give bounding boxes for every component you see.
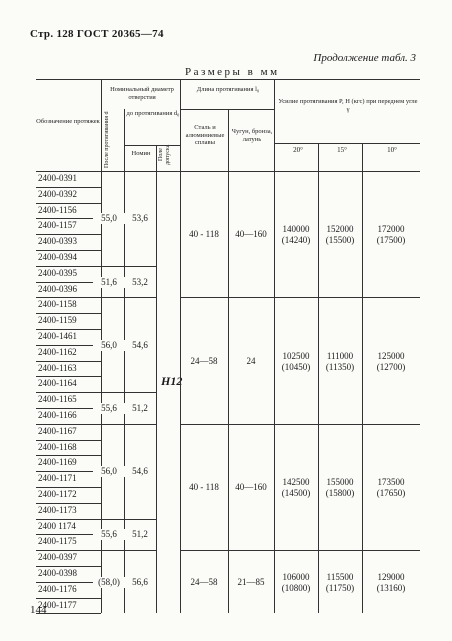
force-kgf-cell: (11750) — [325, 582, 355, 593]
designation-cell: 2400-1166 — [38, 410, 77, 420]
header-angle-20: 20° — [293, 146, 303, 154]
diameter-after-cell: 55,0 — [93, 213, 125, 224]
table-rule — [36, 534, 101, 535]
table-rule — [36, 519, 101, 520]
diameter-after-cell: 55,6 — [93, 403, 125, 414]
table-rule — [36, 250, 101, 251]
table-rule — [36, 79, 420, 80]
table-rule — [36, 503, 101, 504]
table-rule — [156, 145, 157, 613]
table-rule — [36, 376, 101, 377]
length-iron-cell: 24 — [246, 355, 256, 366]
designation-cell: 2400-0397 — [38, 552, 77, 563]
table-rule — [101, 550, 156, 551]
length-steel-cell: 40 - 118 — [189, 229, 219, 240]
designation-cell: 2400-1156 — [38, 204, 77, 215]
force-newton-cell: 125000 — [377, 350, 405, 361]
diameter-after-cell: 55,6 — [93, 529, 125, 540]
force-kgf-cell: (14500) — [281, 488, 311, 498]
designation-cell: 2400-0394 — [38, 252, 77, 262]
table-rule — [318, 143, 319, 613]
designation-cell: 2400-1163 — [38, 362, 77, 373]
table-rule — [36, 187, 101, 188]
designation-cell: 2400-0396 — [38, 283, 77, 294]
table-rule — [180, 109, 274, 110]
force-newton-cell: 140000 — [282, 224, 310, 235]
designation-cell: 2400-1159 — [38, 315, 77, 326]
diameter-after-cell: 56,0 — [93, 466, 125, 477]
force-newton-cell: 155000 — [326, 477, 354, 487]
header-length: Длина протягивания l₀ — [196, 86, 260, 93]
length-steel-cell: 24—58 — [190, 355, 218, 366]
table-rule — [36, 329, 101, 330]
table-rule — [36, 203, 101, 204]
designation-cell: 2400-0398 — [38, 568, 77, 578]
table-rule — [101, 297, 156, 298]
diameter-before-cell: 56,6 — [132, 576, 148, 587]
table-rule — [36, 392, 101, 393]
force-newton-cell: 111000 — [326, 350, 354, 361]
table-rule — [36, 297, 101, 298]
force-newton-cell: 102500 — [282, 350, 310, 361]
force-kgf-cell: (17500) — [376, 235, 406, 246]
designation-cell: 2400-1461 — [38, 331, 77, 341]
designation-cell: 2400-1175 — [38, 536, 77, 547]
table-rule — [36, 550, 101, 551]
table-rule — [36, 282, 101, 283]
designation-cell: 2400-1169 — [38, 457, 77, 468]
diameter-before-cell: 54,6 — [132, 339, 148, 350]
force-newton-cell: 106000 — [282, 571, 310, 582]
designation-cell: 2400-1164 — [38, 378, 77, 389]
header-tolerance: Поле допуска — [158, 144, 171, 166]
header-angle-10: 10° — [387, 146, 397, 154]
table-rule — [36, 487, 101, 488]
table-rule — [124, 145, 180, 146]
force-kgf-cell: (12700) — [376, 361, 406, 372]
force-kgf-cell: (11350) — [325, 361, 355, 372]
table-rule — [36, 218, 101, 219]
table-rule — [180, 550, 420, 551]
table-rule — [36, 408, 101, 409]
table-rule — [36, 345, 101, 346]
table-rule — [36, 471, 101, 472]
page-number: 144 — [30, 604, 47, 616]
force-kgf-cell: (17650) — [376, 488, 406, 498]
force-newton-cell: 142500 — [282, 477, 310, 487]
table-rule — [36, 424, 101, 425]
header-nominal-diameter: Номинальный диаметр отверстия — [110, 86, 174, 101]
tolerance-value: H12 — [161, 374, 183, 388]
table-rule — [101, 519, 156, 520]
designation-cell: 2400-0393 — [38, 236, 77, 247]
diameter-before-cell: 54,6 — [132, 466, 148, 477]
table-rule — [36, 455, 101, 456]
length-iron-cell: 40—160 — [235, 482, 267, 492]
table-rule — [101, 266, 156, 267]
table-rule — [180, 424, 420, 425]
length-iron-cell: 21—85 — [237, 576, 265, 587]
diameter-after-cell: (58,0) — [93, 577, 125, 588]
header-before-broach: до протягивания d₀ — [126, 110, 180, 117]
table-rule — [362, 143, 363, 613]
header-nominal: Номин — [131, 150, 151, 157]
force-newton-cell: 115500 — [326, 571, 354, 582]
table-rule — [101, 424, 156, 425]
designation-cell: 2400-1177 — [38, 599, 77, 610]
designation-cell: 2400-1167 — [38, 425, 77, 436]
designation-cell: 2400-0395 — [38, 267, 77, 278]
force-newton-cell: 172000 — [377, 224, 405, 235]
header-steel: Сталь и алюминиевые сплавы — [185, 124, 225, 146]
diameter-before-cell: 51,2 — [132, 403, 148, 413]
designation-cell: 2400-0391 — [38, 173, 77, 183]
force-kgf-cell: (14240) — [281, 235, 311, 246]
force-kgf-cell: (10450) — [281, 361, 311, 372]
designation-cell: 2400-1157 — [38, 220, 77, 231]
force-kgf-cell: (15500) — [325, 235, 355, 246]
force-kgf-cell: (13160) — [376, 582, 406, 593]
designation-cell: 2400-0392 — [38, 188, 77, 199]
force-kgf-cell: (10800) — [281, 582, 311, 593]
designation-cell: 2400-1168 — [38, 441, 77, 452]
table-rule — [36, 361, 101, 362]
length-steel-cell: 24—58 — [190, 576, 218, 587]
designation-cell: 2400-1173 — [38, 504, 77, 515]
header-iron: Чугун, бронза, латунь — [231, 128, 273, 143]
table-rule — [36, 566, 101, 567]
continuation-label: Продолжение табл. 3 — [313, 52, 416, 64]
diameter-before-cell: 53,2 — [132, 276, 148, 287]
force-newton-cell: 173500 — [377, 477, 405, 487]
table-rule — [36, 234, 101, 235]
table-rule — [36, 440, 101, 441]
length-steel-cell: 40 - 118 — [189, 482, 219, 492]
table-rule — [180, 297, 420, 298]
diameter-after-cell: 51,6 — [93, 277, 125, 288]
table-rule — [36, 313, 101, 314]
designation-cell: 2400-1171 — [38, 473, 77, 484]
header-angle-15: 15° — [337, 146, 347, 154]
table-rule — [274, 79, 275, 613]
table-rule — [36, 598, 101, 599]
force-newton-cell: 152000 — [326, 224, 354, 235]
length-iron-cell: 40—160 — [235, 229, 267, 240]
designation-cell: 2400-1165 — [38, 394, 77, 405]
header-after-broach: После протягивания d — [104, 111, 110, 169]
table-rule — [274, 143, 420, 144]
force-kgf-cell: (15800) — [325, 488, 355, 498]
designation-cell: 2400-1158 — [38, 299, 77, 310]
header-force: Усилие протягивания P, Н (кгс) при переднем угле γ — [278, 98, 418, 113]
diameter-before-cell: 51,2 — [132, 529, 148, 540]
force-newton-cell: 129000 — [377, 571, 405, 582]
designation-cell: 2400-1172 — [38, 489, 77, 499]
diameter-after-cell: 56,0 — [93, 340, 125, 351]
table-rule — [36, 582, 101, 583]
page-header: Стр. 128 ГОСТ 20365—74 — [30, 28, 164, 40]
designation-cell: 2400 1174 — [38, 520, 76, 531]
table-rule — [180, 79, 181, 613]
table-title: Размеры в мм — [185, 66, 280, 78]
table-rule — [36, 266, 101, 267]
diameter-before-cell: 53,6 — [132, 213, 148, 224]
designation-cell: 2400-1162 — [38, 346, 77, 357]
header-designation: Обозначение протяжек — [36, 118, 100, 125]
designation-cell: 2400-1176 — [38, 583, 77, 594]
table-rule — [101, 392, 156, 393]
